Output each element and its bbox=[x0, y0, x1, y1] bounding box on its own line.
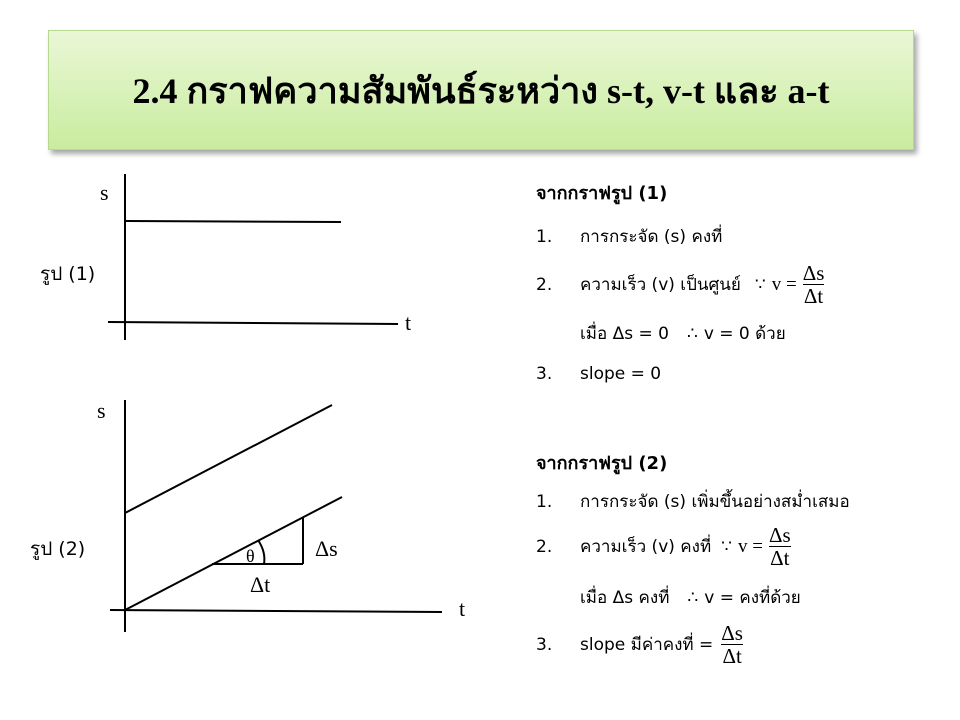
fig2-upper-line bbox=[125, 405, 332, 513]
item-number: 2. bbox=[536, 274, 553, 295]
fig2-angle-arc bbox=[258, 540, 264, 564]
fig2-y-axis-label: s bbox=[97, 398, 106, 423]
formula-lhs: v = bbox=[738, 535, 763, 557]
item-number: 1. bbox=[536, 491, 553, 512]
figure-1 bbox=[108, 174, 398, 340]
fig2-rise-label: Δs bbox=[315, 536, 338, 561]
fig1-x-axis bbox=[108, 322, 398, 324]
item-text: การกระจัด (s) เพิ่มขึ้นอย่างสม่ำเสมอ bbox=[580, 492, 850, 512]
fig2-label: รูป (2) bbox=[30, 538, 86, 560]
formula-lhs: v = bbox=[771, 273, 797, 295]
item-number: 3. bbox=[536, 364, 553, 384]
fig1-label: รูป (1) bbox=[40, 263, 96, 285]
fraction-denominator: Δt bbox=[803, 284, 824, 308]
fraction bbox=[803, 262, 825, 307]
therefore-symbol: ∴ bbox=[686, 323, 698, 344]
item-text: slope มีค่าคงที่ = bbox=[580, 635, 714, 655]
section2-heading: จากกราฟรูป (2) bbox=[536, 453, 668, 474]
fig2-angle-label: θ bbox=[246, 546, 255, 566]
section2-item-1 bbox=[536, 488, 850, 515]
section2-item-3 bbox=[536, 622, 743, 667]
section1-item-2 bbox=[536, 262, 824, 307]
fraction-denominator: Δt bbox=[722, 644, 742, 668]
item-number: 1. bbox=[536, 226, 553, 247]
fraction-numerator: Δs bbox=[721, 621, 743, 645]
fig2-x-axis-label: t bbox=[459, 596, 466, 621]
fig1-y-axis-label: s bbox=[100, 180, 109, 205]
section1-item-3 bbox=[536, 364, 661, 384]
fig1-x-axis-label: t bbox=[405, 310, 412, 335]
fig2-run-label: Δt bbox=[250, 572, 271, 597]
figure-2 bbox=[110, 400, 442, 632]
section2-item-2 bbox=[536, 524, 791, 569]
fraction bbox=[769, 524, 791, 569]
item-result: v = คงที่ด้วย bbox=[704, 588, 801, 608]
fig1-constant-line bbox=[125, 221, 341, 222]
item-text: ความเร็ว (v) คงที่ bbox=[580, 537, 712, 557]
item-text: เมื่อ Δs = 0 bbox=[580, 324, 669, 344]
slide-title: 2.4 กราฟความสัมพันธ์ระหว่าง s-t, v-t และ a-t bbox=[132, 70, 830, 111]
fig2-x-axis bbox=[110, 610, 442, 612]
fraction-numerator: Δs bbox=[768, 523, 791, 547]
item-text: slope = 0 bbox=[580, 364, 662, 384]
section2-item-2-cont bbox=[536, 584, 801, 611]
fraction bbox=[721, 622, 743, 667]
item-number: 2. bbox=[536, 536, 553, 557]
section1-heading: จากกราฟรูป (1) bbox=[536, 183, 668, 204]
fig2-lower-line bbox=[125, 497, 342, 610]
item-text: การกระจัด (s) คงที่ bbox=[580, 227, 723, 247]
item-result: v = 0 ด้วย bbox=[703, 324, 786, 344]
section1-item-1 bbox=[536, 223, 722, 250]
item-number: 3. bbox=[536, 634, 553, 655]
fraction-denominator: Δt bbox=[770, 546, 790, 570]
fraction-numerator: Δs bbox=[802, 261, 825, 285]
because-symbol: ∵ bbox=[721, 536, 732, 557]
section1-item-2-cont bbox=[536, 320, 786, 347]
item-text: เมื่อ Δs คงที่ bbox=[580, 588, 670, 608]
item-text: ความเร็ว (v) เป็นศูนย์ bbox=[580, 275, 741, 295]
therefore-symbol: ∴ bbox=[687, 587, 699, 608]
because-symbol: ∵ bbox=[754, 274, 766, 295]
